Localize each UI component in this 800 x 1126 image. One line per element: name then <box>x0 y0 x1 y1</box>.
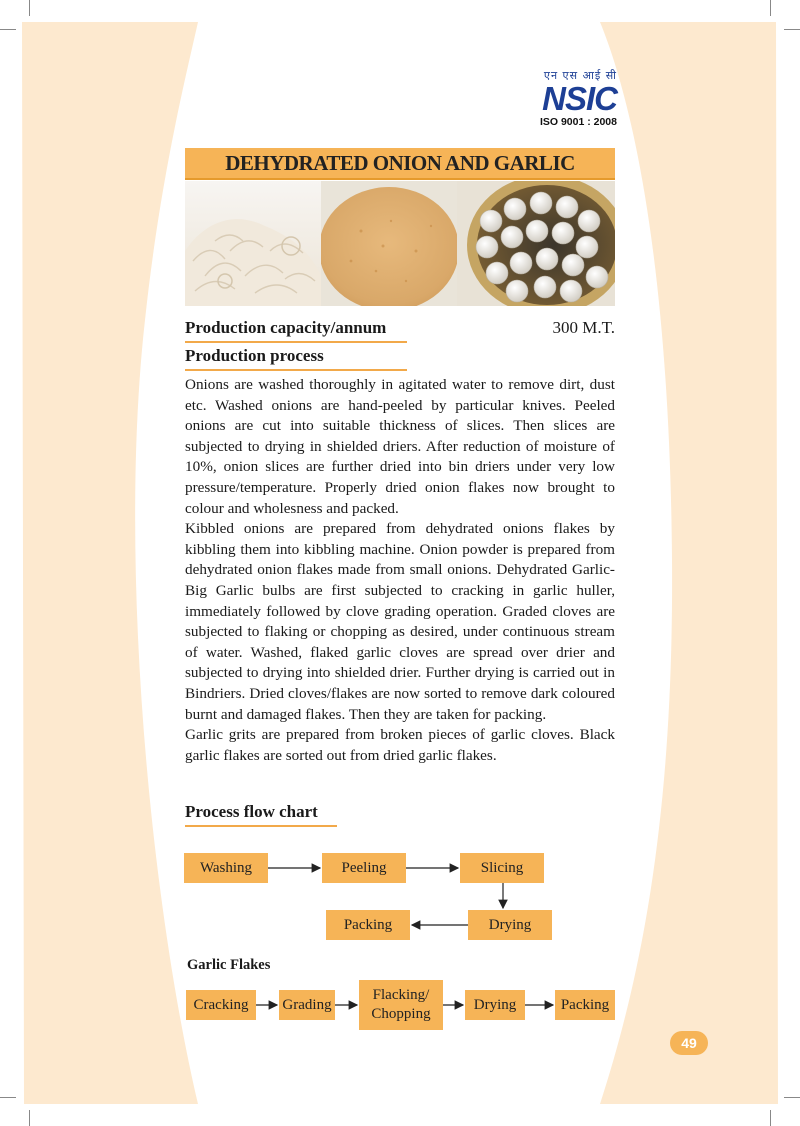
flow-box-drying: Drying <box>468 910 552 940</box>
flow-box-packing: Packing <box>326 910 410 940</box>
logo-hindi-text: एन एस आई सी <box>543 69 617 82</box>
process-paragraph: Garlic grits are prepared from broken pieces of garlic cloves. Black garlic flakes are sorted out from dried garlic flakes. <box>185 726 615 764</box>
flow-box-peeling: Peeling <box>322 853 406 883</box>
page-title: DEHYDRATED ONION AND GARLIC <box>225 150 575 175</box>
flow-box-flacking-chopping <box>359 980 443 1030</box>
crop-mark <box>770 0 771 16</box>
production-process-text <box>185 375 615 766</box>
flow-box-garlic-drying: Drying <box>465 990 525 1020</box>
flacking-line-1: Flacking/ <box>372 987 430 1003</box>
flacking-line-2: Chopping <box>371 1006 431 1022</box>
page-number: 49 <box>681 1035 697 1051</box>
crop-mark <box>0 29 16 30</box>
production-capacity-row <box>185 318 615 340</box>
production-process-heading: Production process <box>185 346 324 365</box>
logo-iso-text: ISO 9001 : 2008 <box>539 116 617 128</box>
flow-heading-underline <box>185 825 337 827</box>
flow-box-washing: Washing <box>184 853 268 883</box>
flow-box-grading: Grading <box>279 990 335 1020</box>
garlic-bulbs-photo <box>457 181 615 306</box>
garlic-flakes-heading: Garlic Flakes <box>187 957 271 973</box>
flow-box-garlic-packing: Packing <box>555 990 615 1020</box>
capacity-value: 300 M.T. <box>552 318 615 337</box>
crop-mark <box>770 1110 771 1126</box>
logo-wordmark: NSIC <box>542 80 617 117</box>
nsic-logo <box>525 68 617 128</box>
capacity-underline <box>185 341 407 343</box>
crop-mark <box>29 1110 30 1126</box>
onion-flakes-photo <box>185 181 321 306</box>
crop-mark <box>0 1097 16 1098</box>
process-paragraph: Onions are washed thoroughly in agitated water to remove dirt, dust etc. Washed onions are hand-peeled by particular knives. Peeled onions are cut into suitable thickness of slices. Then slices are subjected to drying in shielded driers. After reduction of moisture of 10%, onion slices are further dried into bin driers under very low pressure/temperature. Properly dried onion flakes now brought to colour and wholesness and packed. <box>185 376 615 517</box>
title-banner <box>185 148 615 180</box>
product-photo-strip <box>185 181 615 306</box>
crop-mark <box>784 29 800 30</box>
crop-mark <box>784 1097 800 1098</box>
process-flow-heading: Process flow chart <box>185 802 318 821</box>
onion-powder-photo <box>321 181 457 306</box>
crop-mark <box>29 0 30 16</box>
capacity-label: Production capacity/annum <box>185 318 387 337</box>
page-number-badge <box>670 1031 708 1055</box>
flow-box-cracking: Cracking <box>186 990 256 1020</box>
process-paragraph: Kibbled onions are prepared from dehydrated onions flakes by kibbling them into kibbling machine. Onion powder is prepared from dehydrated onion flakes made from small onions. Dehydrated Garlic- Big Garlic bulbs are first subjected to cracking in garlic huller, immediately followed by clove grading operation. Graded cloves are subjected to flaking or chopping as desired, under continuous stream of water. Washed, flaked garlic cloves are spread over drier and subjected to drying into shielded drier. Further drying is carried out in Bindriers. Dried cloves/flakes are now sorted to remove dark coloured burnt and damaged flakes. Then they are taken for packing. <box>185 520 615 723</box>
flow-box-slicing: Slicing <box>460 853 544 883</box>
process-heading-underline <box>185 369 407 371</box>
